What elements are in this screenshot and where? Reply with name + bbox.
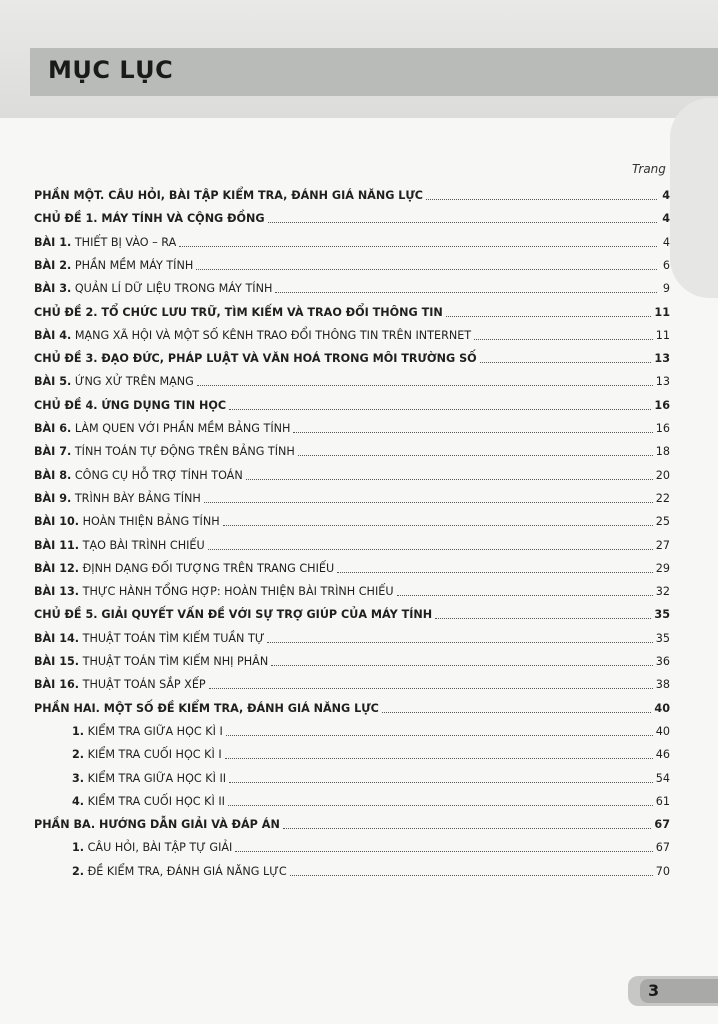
toc-entry: [34, 509, 670, 529]
toc-entry: [34, 416, 670, 436]
toc-entry-page: 11: [655, 328, 670, 342]
toc-entry: [72, 835, 670, 855]
dot-leader: [293, 432, 652, 433]
toc-entry-title: CHỦ ĐỀ 2. TỔ CHỨC LƯU TRỮ, TÌM KIẾM VÀ TRAO ĐỔI THÔNG TIN: [34, 305, 443, 319]
toc-entry-page: 46: [655, 748, 670, 762]
toc-entry: [72, 789, 670, 809]
toc-entry-title: TÍNH TOÁN TỰ ĐỘNG TRÊN BẢNG TÍNH: [74, 445, 295, 459]
toc-entry-label: [34, 282, 272, 296]
dot-leader: [474, 339, 653, 340]
toc-entry: [34, 626, 670, 646]
toc-entry-number: BÀI 11.: [34, 538, 80, 552]
toc-entry-label: [72, 841, 232, 855]
dot-leader: [204, 502, 653, 503]
toc-entry-number: BÀI 13.: [34, 585, 80, 599]
toc-entry: [34, 206, 670, 226]
toc-entry-label: [34, 818, 280, 832]
toc-entry-title: TẠO BÀI TRÌNH CHIẾU: [82, 538, 205, 552]
toc-entry-label: [34, 702, 379, 716]
toc-entry-page: 35: [655, 631, 670, 645]
toc-entry: [34, 556, 670, 576]
toc-entry-label: [34, 469, 243, 483]
dot-leader: [209, 688, 653, 689]
toc-entry: [34, 533, 670, 553]
toc-entry: [34, 579, 670, 599]
toc-entry-title: THUẬT TOÁN TÌM KIẾM NHỊ PHÂN: [82, 655, 269, 668]
toc-entry-title: KIỂM TRA GIỮA HỌC KÌ II: [87, 771, 227, 785]
toc-entry-page: 11: [654, 305, 670, 319]
toc-entry-page: 4: [662, 212, 670, 226]
dot-leader: [179, 246, 657, 247]
toc-entry: [34, 812, 670, 832]
toc-entry: [34, 323, 670, 343]
toc-entry-page: 36: [655, 655, 670, 668]
toc-entry-number: BÀI 9.: [34, 491, 72, 505]
page-title: MỤC LỤC: [48, 56, 174, 84]
toc-entry-page: 70: [655, 864, 670, 878]
dot-leader: [426, 199, 657, 200]
dot-leader: [225, 758, 653, 759]
toc-entry-page: 16: [654, 398, 670, 412]
toc-entry-label: [72, 748, 222, 762]
toc-entry-label: [34, 259, 193, 273]
dot-leader: [435, 618, 651, 619]
toc-entry: [72, 766, 670, 786]
toc-entry-title: KIỂM TRA GIỮA HỌC KÌ I: [87, 724, 223, 738]
toc-entry-title: THUẬT TOÁN TÌM KIẾM TUẦN TỰ: [82, 631, 265, 645]
toc-entry-label: [34, 445, 295, 459]
dot-leader: [283, 828, 652, 829]
dot-leader: [397, 595, 653, 596]
toc-entry-page: 13: [655, 375, 670, 389]
toc-entry-label: [72, 795, 225, 809]
decorative-side-tab: [670, 98, 718, 298]
toc-entry-page: 32: [655, 585, 670, 599]
toc-entry-label: [72, 772, 226, 786]
toc-entry: [34, 696, 670, 716]
dot-leader: [446, 316, 652, 317]
toc-entry-label: [34, 352, 477, 366]
toc-entry-page: 4: [662, 189, 670, 202]
toc-entry-number: BÀI 6.: [34, 422, 72, 435]
toc-entry-label: [34, 492, 201, 506]
toc-entry-title: CÔNG CỤ HỖ TRỢ TÍNH TOÁN: [74, 468, 243, 482]
toc-entry-number: BÀI 5.: [34, 375, 72, 389]
dot-leader: [298, 455, 653, 456]
toc-entry-number: 2.: [72, 864, 85, 878]
dot-leader: [268, 222, 657, 223]
toc-entry-page: 20: [655, 468, 670, 482]
toc-entry: [72, 742, 670, 762]
page-column-label: Trang: [632, 162, 666, 176]
toc-entry-page: 18: [655, 445, 670, 459]
dot-leader: [267, 642, 652, 643]
dot-leader: [480, 362, 652, 363]
toc-entry-label: [34, 608, 432, 622]
toc-entry-label: [34, 422, 290, 436]
toc-entry-title: THỰC HÀNH TỔNG HỢP: HOÀN THIỆN BÀI TRÌNH CHIẾU: [82, 585, 394, 599]
toc-entry-title: CHỦ ĐỀ 1. MÁY TÍNH VÀ CỘNG ĐỒNG: [34, 212, 265, 226]
toc-entry-label: [34, 306, 443, 320]
toc-entry-page: 35: [654, 608, 670, 622]
toc-entry-title: KIỂM TRA CUỐI HỌC KÌ I: [87, 748, 222, 762]
toc-entry-title: CHỦ ĐỀ 3. ĐẠO ĐỨC, PHÁP LUẬT VÀ VĂN HOÁ TRONG MÔI TRƯỜNG SỐ: [34, 352, 477, 366]
toc-entry-label: [34, 585, 394, 599]
toc-entry: [34, 183, 670, 203]
toc-entry-number: BÀI 15.: [34, 655, 80, 668]
toc-entry-page: 38: [655, 678, 670, 692]
toc-entry-number: BÀI 10.: [34, 515, 80, 529]
toc-entry-title: PHẦN MỀM MÁY TÍNH: [74, 258, 194, 272]
dot-leader: [229, 782, 653, 783]
toc-entry-label: [34, 236, 176, 250]
toc-entry: [34, 393, 670, 413]
toc-entry-label: [34, 189, 423, 203]
toc-entry-label: [34, 375, 194, 389]
toc-entry-title: THIẾT BỊ VÀO – RA: [74, 235, 177, 249]
toc-entry-label: [34, 515, 220, 529]
toc-entry: [72, 719, 670, 739]
toc-entry-title: CÂU HỎI, BÀI TẬP TỰ GIẢI: [87, 841, 233, 855]
toc-entry-number: BÀI 14.: [34, 631, 80, 645]
toc-entry-label: [72, 725, 223, 739]
toc-entry-number: BÀI 16.: [34, 678, 80, 692]
toc-entry: [34, 346, 670, 366]
toc-entry-label: [34, 212, 265, 226]
dot-leader: [229, 409, 651, 410]
toc-entry: [34, 253, 670, 273]
toc-entry: [34, 439, 670, 459]
toc-entry-number: 4.: [72, 794, 85, 808]
dot-leader: [290, 875, 653, 876]
toc-entry-page: 4: [662, 235, 670, 249]
toc-entry-page: 54: [655, 771, 670, 785]
dot-leader: [337, 572, 653, 573]
toc-entry: [34, 649, 670, 669]
toc-entry-number: BÀI 1.: [34, 235, 72, 249]
dot-leader: [208, 549, 653, 550]
dot-leader: [382, 712, 652, 713]
toc-entry-title: CHỦ ĐỀ 4. ỨNG DỤNG TIN HỌC: [34, 398, 227, 412]
toc-entry: [34, 276, 670, 296]
toc-entry-number: BÀI 4.: [34, 328, 72, 342]
toc-entry: [34, 369, 670, 389]
toc-entry-page: 29: [655, 561, 670, 575]
dot-leader: [226, 735, 653, 736]
dot-leader: [223, 525, 653, 526]
toc-entry-number: 1.: [72, 724, 85, 738]
page-number: 3: [648, 981, 660, 1000]
toc-entry-number: 1.: [72, 841, 85, 855]
toc-entry-page: 16: [655, 422, 670, 435]
toc-entry-title: ĐỀ KIỂM TRA, ĐÁNH GIÁ NĂNG LỰC: [87, 864, 287, 878]
toc-entry-title: LÀM QUEN VỚI PHẦN MỀM BẢNG TÍNH: [74, 422, 291, 435]
dot-leader: [196, 269, 657, 270]
toc-entry-page: 13: [654, 352, 670, 366]
toc-entry-title: HOÀN THIỆN BẢNG TÍNH: [82, 515, 220, 529]
toc-entry-label: [34, 678, 206, 692]
toc-entry: [34, 300, 670, 320]
toc-entry-page: 22: [655, 491, 670, 505]
dot-leader: [197, 385, 653, 386]
toc-entry-title: KIỂM TRA CUỐI HỌC KÌ II: [87, 794, 225, 808]
toc-entry-page: 6: [662, 258, 670, 272]
toc-entry-title: PHẦN BA. HƯỚNG DẪN GIẢI VÀ ĐÁP ÁN: [34, 818, 280, 832]
toc-entry: [34, 672, 670, 692]
toc-entry-label: [72, 865, 287, 879]
toc-entry-number: BÀI 3.: [34, 282, 72, 296]
dot-leader: [228, 805, 653, 806]
toc-entry-number: BÀI 2.: [34, 258, 72, 272]
toc-entry-label: [34, 632, 264, 646]
toc-entry-title: TRÌNH BÀY BẢNG TÍNH: [74, 491, 201, 505]
dot-leader: [271, 665, 653, 666]
toc-entry-number: 2.: [72, 748, 85, 762]
toc-entry-page: 67: [655, 841, 670, 855]
toc-entry: [34, 486, 670, 506]
toc-entry-title: QUẢN LÍ DỮ LIỆU TRONG MÁY TÍNH: [74, 282, 273, 296]
toc-entry-label: [34, 562, 334, 576]
dot-leader: [235, 851, 652, 852]
toc-entry-label: [34, 329, 471, 343]
toc-entry-label: [34, 655, 268, 669]
toc-entry-page: 27: [655, 538, 670, 552]
dot-leader: [246, 479, 653, 480]
toc-entry-title: CHỦ ĐỀ 5. GIẢI QUYẾT VẤN ĐỀ VỚI SỰ TRỢ GIÚP CỦA MÁY TÍNH: [34, 608, 433, 622]
toc-entry-number: 3.: [72, 771, 85, 785]
toc-entry-page: 9: [662, 282, 670, 296]
toc-entry-page: 40: [655, 724, 670, 738]
toc-entry-page: 61: [655, 794, 670, 808]
toc-entry: [34, 463, 670, 483]
toc-entry: [72, 859, 670, 879]
toc-entry-title: PHẦN MỘT. CÂU HỎI, BÀI TẬP KIỂM TRA, ĐÁNH GIÁ NĂNG LỰC: [34, 189, 423, 202]
toc-entry-number: BÀI 12.: [34, 561, 80, 575]
toc-entry-number: BÀI 8.: [34, 468, 72, 482]
toc-entry-page: 25: [655, 515, 670, 529]
toc-entry-title: MẠNG XÃ HỘI VÀ MỘT SỐ KÊNH TRAO ĐỔI THÔNG TIN TRÊN INTERNET: [74, 328, 472, 342]
toc-entry-title: THUẬT TOÁN SẮP XẾP: [82, 678, 206, 692]
toc-entry-label: [34, 539, 205, 553]
toc-entry-label: [34, 399, 226, 413]
toc-entry-title: ĐỊNH DẠNG ĐỐI TƯỢNG TRÊN TRANG CHIẾU: [82, 561, 335, 575]
toc-entry-page: 40: [654, 701, 670, 715]
toc-entry: [34, 602, 670, 622]
toc-entry: [34, 230, 670, 250]
toc-entry-page: 67: [654, 818, 670, 832]
toc-entry-number: BÀI 7.: [34, 445, 72, 459]
toc-entry-title: PHẦN HAI. MỘT SỐ ĐỀ KIỂM TRA, ĐÁNH GIÁ NĂNG LỰC: [34, 701, 379, 715]
dot-leader: [275, 292, 657, 293]
toc-entry-title: ỨNG XỬ TRÊN MẠNG: [74, 375, 194, 389]
